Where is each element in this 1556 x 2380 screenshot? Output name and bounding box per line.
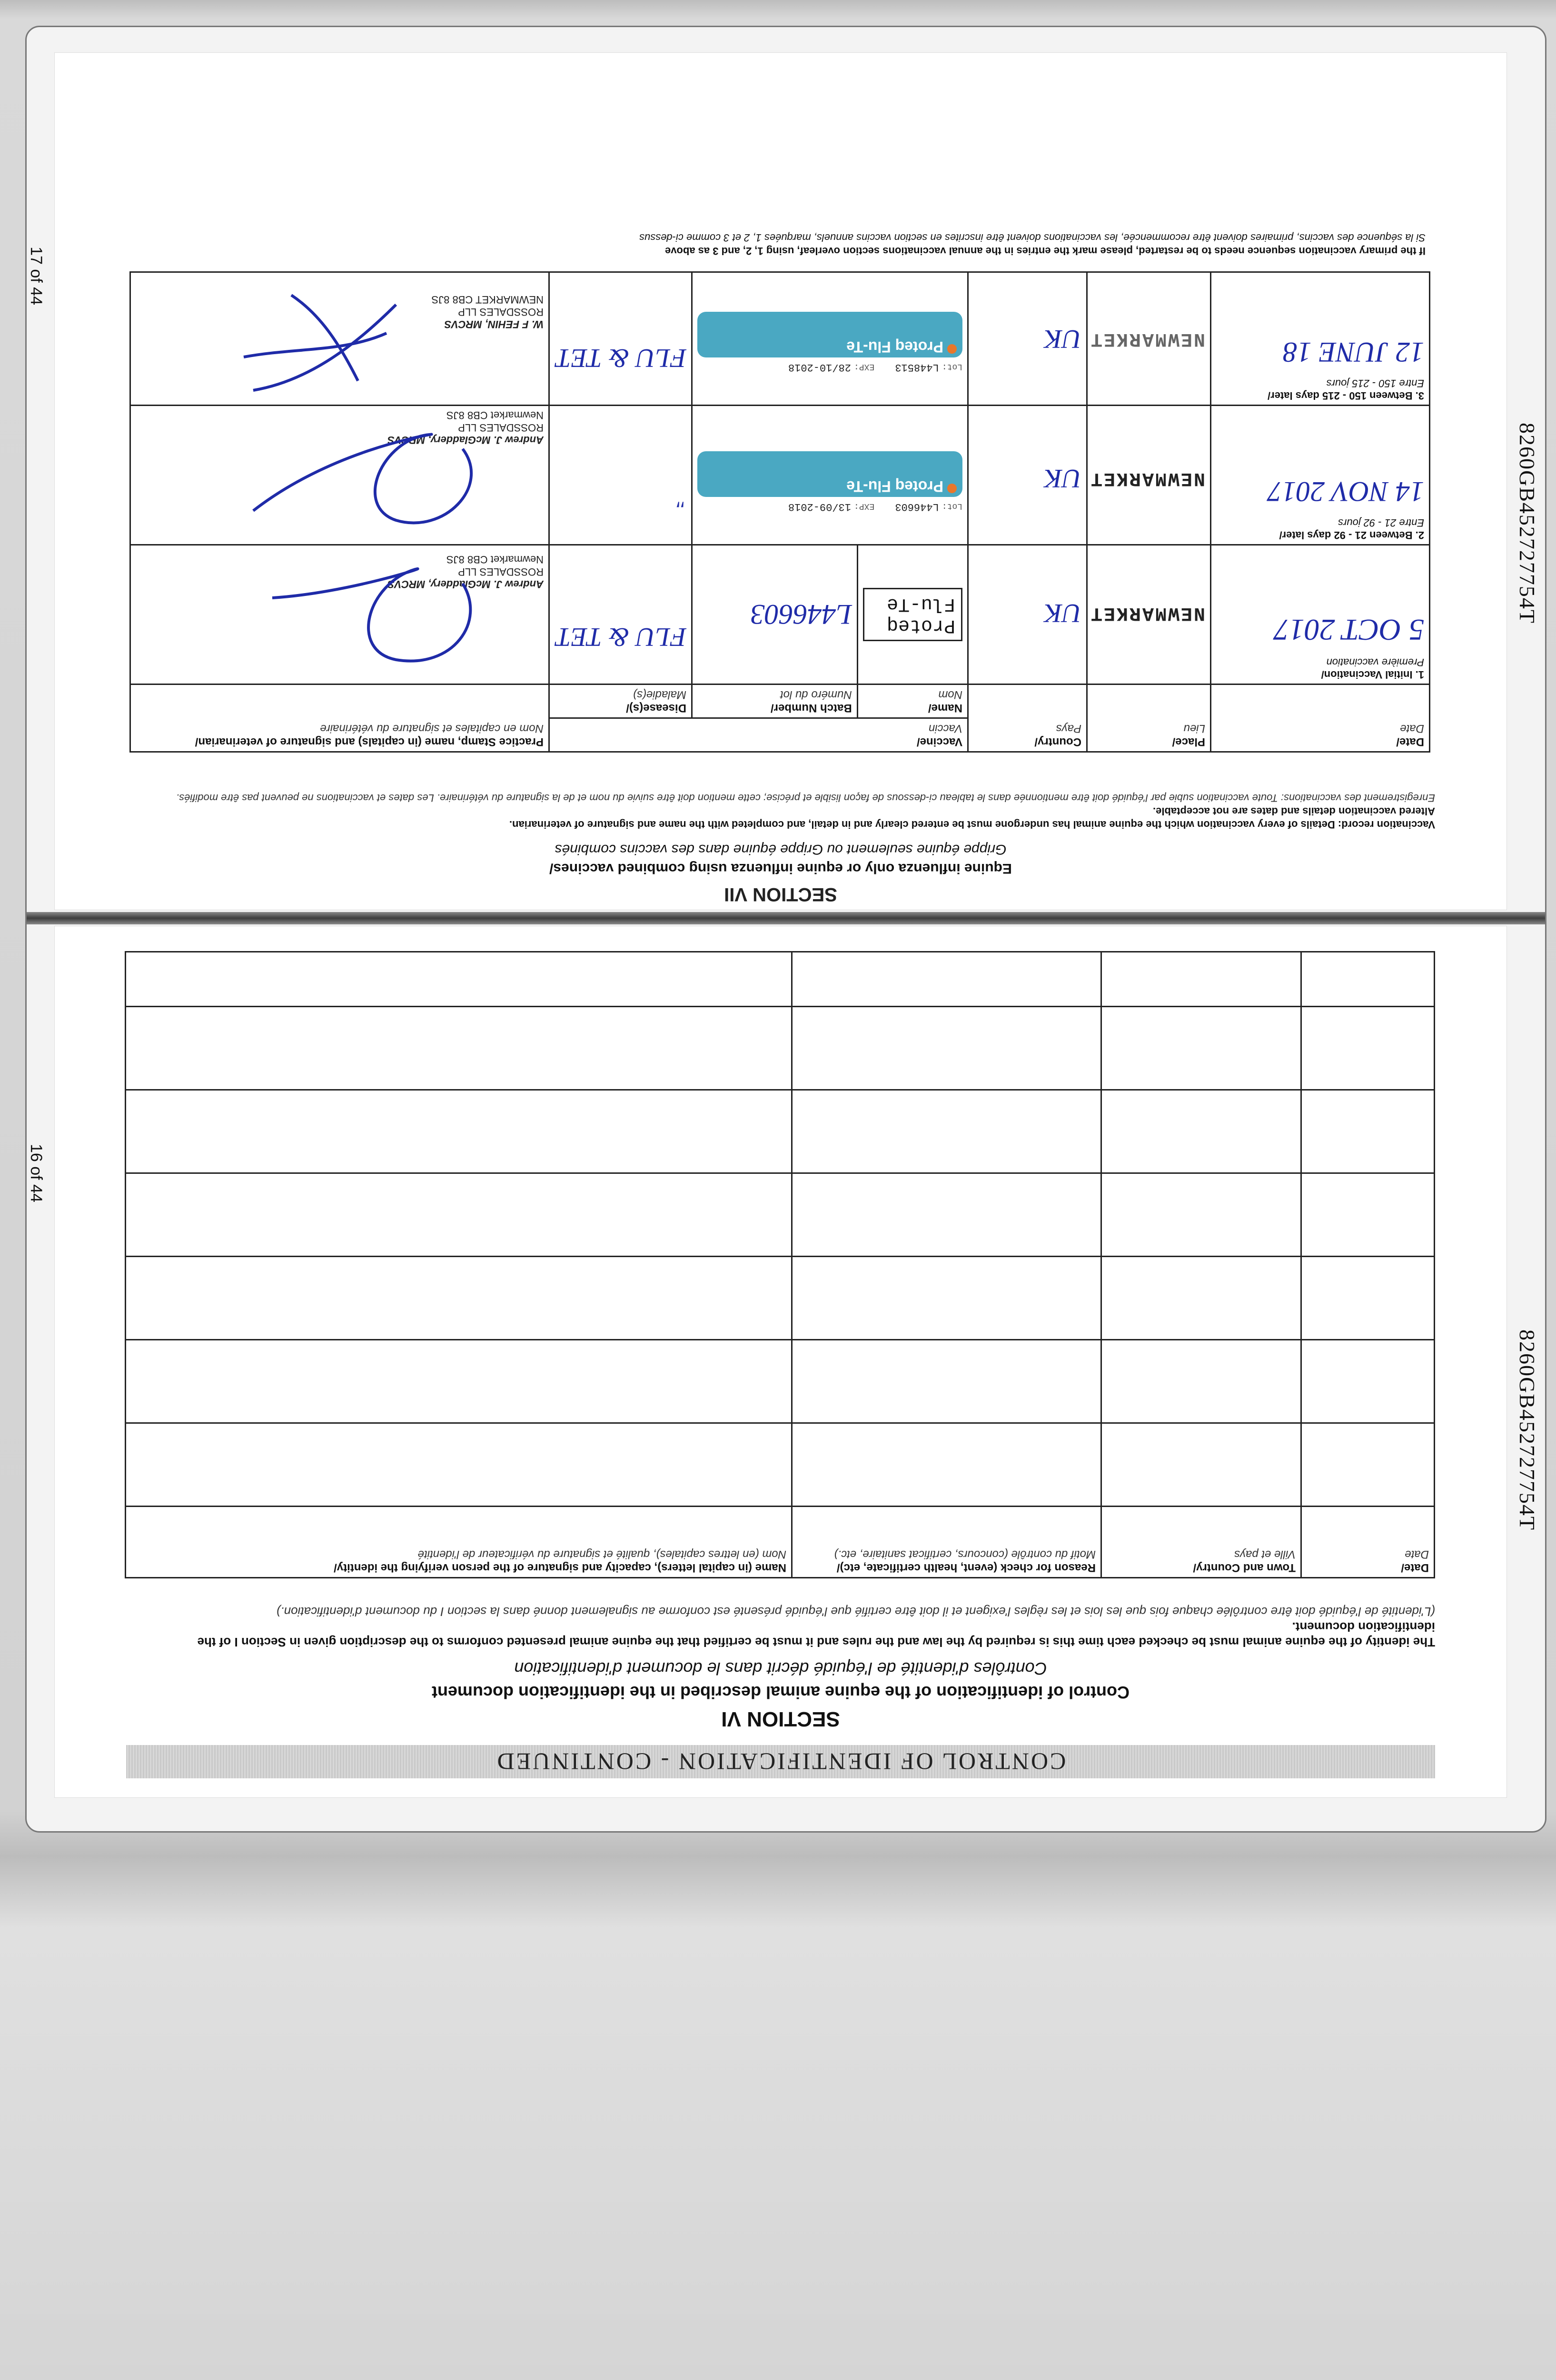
col-vet: Practice Stamp, name (in capitals) and signature of veterinarian/ Nom en capitales et signature du vétérinaire (130, 684, 549, 752)
brand-logo-icon (947, 344, 957, 354)
vaccine-sticker: Proteq Flu-Te (697, 451, 962, 497)
col-verifier: Name (in capital letters), capacity and signature of the person verifying the identity/ Nom (en lettres capitales), qualité et signature du vérificateur de l'identité (126, 1507, 792, 1578)
col-date: Date/ Date (1211, 684, 1430, 752)
table-header-row (126, 1507, 1435, 1578)
section-heading-fr: Grippe équine seulement ou Grippe équine dans des vaccins combinés (555, 842, 1007, 857)
vaccination-intro (126, 791, 1435, 831)
col-vaccine: Vaccine/ Vaccin (549, 718, 968, 752)
table-row (126, 1007, 1435, 1090)
vaccination-date-cell: 1. Initial Vaccination/ Première vaccination 5 OCT 2017 (1211, 545, 1430, 684)
intro-fr: (L'identité de l'équidé doit être contrôlée chaque fois que les lois et les règles l'exigent et il doit être certifié que l'équidé présenté est conforme au signalement donné dans la section I du document d'identification.) (276, 1605, 1435, 1619)
col-country: Country/ Pays (968, 684, 1087, 752)
section-banner: CONTROL OF IDENTIFICATION - CONTINUED (126, 1745, 1435, 1778)
col-reason: Reason for check (event, health certificate, etc)/ Motif du contrôle (concours, certificat sanitaire, etc.) (792, 1507, 1101, 1578)
table-row (130, 272, 1429, 406)
vaccine-cell (692, 406, 968, 545)
vaccine-label-lot: Lot:L446603 EXP:13/09-2018 (788, 501, 962, 513)
vaccine-name-stamp: Proteq Flu-Te (863, 588, 962, 641)
table-row (126, 1173, 1435, 1257)
vaccination-table (129, 271, 1430, 753)
place-cell: NEWMARKET (1087, 272, 1211, 406)
vaccine-cell (692, 272, 968, 406)
table-row (126, 1340, 1435, 1423)
brand-logo-icon (947, 484, 957, 493)
document-id: 8260GB452727754T (1515, 1329, 1539, 1531)
practice-stamp: Andrew J. McGladdery, MRCVS ROSSDALES LLP Newmarket CB8 8JS (387, 554, 544, 590)
section-title: SECTION VI (721, 1707, 840, 1731)
intro-fr: Enregistrement des vaccinations: Toute vaccination subie par l'équidé doit être mentionnée dans le tableau ci-dessous de façon lisible et précise; cette mention doit être suivie du nom et de la signature du vétérinaire. Les dates et vaccinations ne peuvent pas être modifiés. (176, 792, 1435, 804)
table-row (130, 545, 1429, 684)
disease-cell: FLU & TET (549, 272, 692, 406)
col-place: Place/ Lieu (1087, 684, 1211, 752)
handwritten-date: 14 NOV 2017 (1268, 476, 1424, 507)
disease-cell: FLU & TET (549, 545, 692, 684)
table-row (126, 1423, 1435, 1507)
section-heading-fr: Contrôles d'identité de l'équidé décrit dans le document d'identification (514, 1659, 1047, 1678)
section-heading-en: Equine influenza only or equine influenza using combined vaccines/ (549, 861, 1012, 876)
country-cell: UK (968, 406, 1087, 545)
col-disease: Disease(s)/ Maladie(s) (549, 684, 692, 718)
section-heading-en: Control of identification of the equine animal described in the identification document (431, 1683, 1130, 1702)
vaccination-date-cell: 3. Between 150 - 215 days later/ Entre 150 - 215 jours 12 JUNE 18 (1211, 272, 1430, 406)
vaccine-cell (692, 545, 968, 684)
intro-paragraph (126, 1604, 1435, 1650)
table-row (130, 406, 1429, 545)
signature-mark (225, 286, 415, 400)
page-17 (27, 52, 1539, 910)
vaccine-label-lot: Lot:L448513 EXP:28/10-2018 (788, 361, 962, 373)
signature-mark (244, 555, 491, 679)
handwritten-batch: L446603 (750, 599, 852, 631)
intro-en: The identity of the equine animal must be checked each time this is required by the law and the rules and it must be certified that the equine animal presented conforms to the description given in Section I of the identification document. (197, 1620, 1435, 1649)
booklet-spine (27, 912, 1545, 924)
vet-cell (130, 406, 549, 545)
place-cell: NEWMARKET (1087, 406, 1211, 545)
vaccination-date-cell: 2. Between 21 - 92 days later/ Entre 21 - 92 jours 14 NOV 2017 (1211, 406, 1430, 545)
table-row (126, 1257, 1435, 1340)
page-number: 16 of 44 (27, 1144, 45, 1202)
table-row (126, 1090, 1435, 1173)
footnote (136, 231, 1426, 258)
vet-cell (130, 545, 549, 684)
country-cell: UK (968, 545, 1087, 684)
country-cell: UK (968, 272, 1087, 406)
page-16 (27, 926, 1539, 1798)
page-number: 17 of 44 (27, 247, 45, 305)
table-row (126, 952, 1435, 1007)
col-date: Date/ Date (1301, 1507, 1435, 1578)
vet-cell (130, 272, 549, 406)
signature-mark (234, 416, 501, 539)
practice-stamp: W. F FEHIN, MRCVS ROSSDALES LLP NEWMARKET CB8 8JS (431, 294, 544, 330)
practice-stamp: Andrew J. McGladdery, MRCVS ROSSDALES LLP Newmarket CB8 8JS (387, 409, 544, 446)
identification-table (125, 951, 1435, 1578)
section-title: SECTION VII (724, 884, 837, 905)
handwritten-date: 12 JUNE 18 (1283, 337, 1424, 368)
col-batch: Batch Number/ Numéro du lot (771, 688, 852, 714)
place-cell: NEWMARKET (1087, 545, 1211, 684)
passport-booklet (25, 26, 1546, 1833)
intro-en-1: Vaccination record: Details of every vaccination which the equine animal has undergone must be entered clearly and in detail, and completed with the name and signature of veterinarian. (509, 819, 1435, 831)
vaccine-sticker: Proteq Flu-Te (697, 312, 962, 357)
footnote-fr: Si la séquence des vaccins, primaires doivent être recommencée, les vaccinations doivent être inscrites en section vaccins annuels, marquées 1, 2 et 3 comme ci-dessus (639, 232, 1426, 244)
col-town-country: Town and Country/ Ville et pays (1101, 1507, 1301, 1578)
col-vaccine-name: Name/ Nom (857, 685, 967, 717)
disease-cell: " (549, 406, 692, 545)
intro-en-2: Altered vaccination details and dates are not acceptable. (1153, 805, 1435, 817)
footnote-en: If the primary vaccination sequence needs to be restarted, please mark the entries in the annual vaccinations section overleaf, using 1, 2, and 3 as above (664, 245, 1426, 257)
table-header-row (130, 718, 1429, 752)
document-id: 8260GB452727754T (1515, 423, 1539, 624)
handwritten-date: 5 OCT 2017 (1274, 613, 1424, 647)
